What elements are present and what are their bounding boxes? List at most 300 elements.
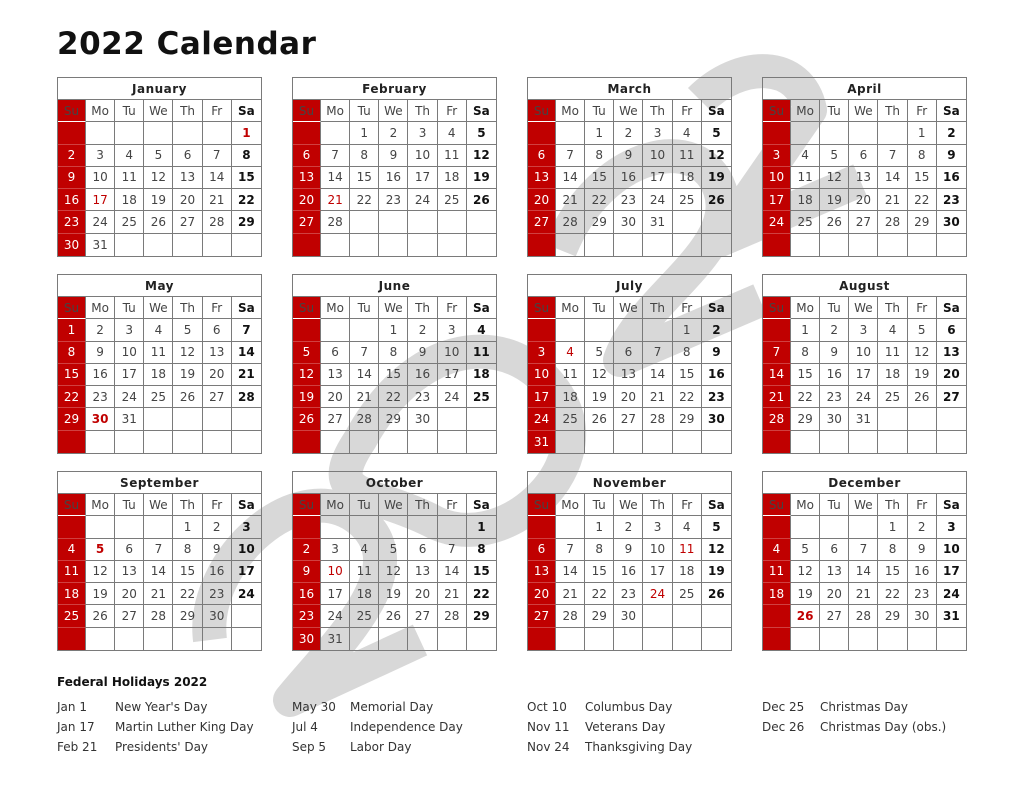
- day-cell: 14: [321, 167, 350, 189]
- day-cell: 15: [173, 561, 202, 583]
- month-days-grid: [58, 100, 261, 256]
- empty-cell: [438, 211, 467, 233]
- weekday-label: Tu: [820, 494, 849, 516]
- empty-cell: [408, 211, 437, 233]
- day-cell: 13: [173, 167, 202, 189]
- holiday-date: May 30: [292, 700, 336, 714]
- weekday-label: Th: [408, 494, 437, 516]
- empty-cell: [232, 628, 261, 650]
- day-cell: 8: [350, 145, 379, 167]
- day-cell: 7: [849, 539, 878, 561]
- day-cell: 11: [58, 561, 86, 583]
- empty-cell: [86, 122, 115, 144]
- day-cell: 21: [878, 189, 907, 211]
- day-cell: 26: [173, 386, 202, 408]
- weekday-label: Fr: [438, 100, 467, 122]
- weekday-label: Th: [173, 494, 202, 516]
- day-cell: 8: [585, 539, 614, 561]
- day-cell: 23: [820, 386, 849, 408]
- day-cell: 28: [878, 211, 907, 233]
- weekday-label: Tu: [115, 297, 144, 319]
- empty-cell: [763, 431, 791, 453]
- empty-cell: [379, 628, 408, 650]
- day-cell: 22: [908, 189, 937, 211]
- day-cell: 1: [673, 319, 702, 341]
- day-cell: 22: [58, 386, 86, 408]
- day-cell: 23: [379, 189, 408, 211]
- month-march: [527, 77, 732, 257]
- day-cell: 3: [528, 342, 556, 364]
- day-cell: 11: [467, 342, 496, 364]
- empty-cell: [673, 234, 702, 256]
- day-cell: 21: [203, 189, 232, 211]
- day-cell: 28: [556, 211, 585, 233]
- day-cell: 6: [849, 145, 878, 167]
- day-cell: 14: [203, 167, 232, 189]
- day-cell: 30: [58, 234, 86, 256]
- holiday-item: [57, 697, 254, 717]
- day-cell: 9: [937, 145, 966, 167]
- empty-cell: [350, 319, 379, 341]
- day-cell: 4: [467, 319, 496, 341]
- day-cell: 10: [528, 364, 556, 386]
- day-cell: 20: [937, 364, 966, 386]
- day-cell: 2: [379, 122, 408, 144]
- day-cell: 14: [232, 342, 261, 364]
- empty-cell: [58, 516, 86, 538]
- weekday-label: Su: [293, 297, 321, 319]
- day-cell: 2: [937, 122, 966, 144]
- weekday-label: Mo: [791, 494, 820, 516]
- day-cell: 1: [58, 319, 86, 341]
- empty-cell: [643, 605, 672, 627]
- day-cell: 16: [614, 167, 643, 189]
- day-cell: 12: [144, 167, 173, 189]
- day-cell: 29: [791, 408, 820, 430]
- holiday-item: [292, 697, 463, 717]
- empty-cell: [408, 516, 437, 538]
- day-cell: 3: [643, 122, 672, 144]
- empty-cell: [173, 122, 202, 144]
- day-cell: 3: [438, 319, 467, 341]
- holiday-name: Christmas Day: [820, 700, 909, 714]
- day-cell: 27: [293, 211, 321, 233]
- empty-cell: [849, 234, 878, 256]
- empty-cell: [438, 431, 467, 453]
- empty-cell: [791, 516, 820, 538]
- day-cell: 23: [293, 605, 321, 627]
- day-cell: 27: [203, 386, 232, 408]
- day-cell: 9: [379, 145, 408, 167]
- empty-cell: [585, 431, 614, 453]
- empty-cell: [908, 408, 937, 430]
- day-cell: 5: [585, 342, 614, 364]
- day-cell: 17: [115, 364, 144, 386]
- month-days-grid: [763, 297, 966, 453]
- empty-cell: [820, 628, 849, 650]
- holidays-column: [57, 697, 254, 757]
- empty-cell: [820, 516, 849, 538]
- empty-cell: [203, 234, 232, 256]
- empty-cell: [643, 234, 672, 256]
- day-cell: 3: [232, 516, 261, 538]
- weekday-label: Th: [173, 297, 202, 319]
- day-cell: 13: [115, 561, 144, 583]
- day-cell: 29: [878, 605, 907, 627]
- day-cell: 20: [528, 583, 556, 605]
- empty-cell: [702, 234, 731, 256]
- day-cell: 12: [585, 364, 614, 386]
- day-cell: 18: [673, 561, 702, 583]
- day-cell: 22: [585, 583, 614, 605]
- day-cell: 9: [702, 342, 731, 364]
- holiday-item: [762, 717, 946, 737]
- day-cell: 9: [58, 167, 86, 189]
- empty-cell: [908, 431, 937, 453]
- day-cell: 25: [673, 583, 702, 605]
- holiday-date: Jan 1: [57, 700, 87, 714]
- day-cell: 29: [585, 605, 614, 627]
- day-cell: 20: [115, 583, 144, 605]
- day-cell: 12: [86, 561, 115, 583]
- day-cell: 17: [438, 364, 467, 386]
- weekday-label: Sa: [937, 297, 966, 319]
- weekday-label: Mo: [556, 494, 585, 516]
- day-cell: 30: [614, 211, 643, 233]
- empty-cell: [702, 431, 731, 453]
- holiday-date: Jan 17: [57, 720, 95, 734]
- weekday-label: Sa: [232, 297, 261, 319]
- weekday-label: Tu: [350, 297, 379, 319]
- day-cell: 25: [144, 386, 173, 408]
- day-cell: 3: [408, 122, 437, 144]
- day-cell: 20: [321, 386, 350, 408]
- day-cell: 5: [467, 122, 496, 144]
- weekday-label: Mo: [321, 297, 350, 319]
- empty-cell: [438, 408, 467, 430]
- day-cell: 10: [232, 539, 261, 561]
- day-cell: 8: [232, 145, 261, 167]
- holiday-item: [292, 717, 463, 737]
- day-cell: 9: [908, 539, 937, 561]
- day-cell: 18: [467, 364, 496, 386]
- day-cell: 28: [643, 408, 672, 430]
- empty-cell: [58, 431, 86, 453]
- day-cell: 6: [115, 539, 144, 561]
- day-cell: 25: [467, 386, 496, 408]
- day-cell: 3: [937, 516, 966, 538]
- day-cell: 17: [763, 189, 791, 211]
- month-days-grid: [293, 100, 496, 256]
- day-cell: 30: [702, 408, 731, 430]
- empty-cell: [643, 431, 672, 453]
- day-cell: 12: [702, 539, 731, 561]
- day-cell: 7: [232, 319, 261, 341]
- day-cell: 25: [438, 189, 467, 211]
- day-cell: 17: [86, 189, 115, 211]
- empty-cell: [556, 319, 585, 341]
- weekday-label: Su: [763, 297, 791, 319]
- day-cell: 7: [144, 539, 173, 561]
- day-cell: 6: [528, 539, 556, 561]
- empty-cell: [408, 628, 437, 650]
- day-cell: 7: [763, 342, 791, 364]
- day-cell: 2: [203, 516, 232, 538]
- day-cell: 4: [673, 122, 702, 144]
- day-cell: 31: [937, 605, 966, 627]
- day-cell: 13: [293, 167, 321, 189]
- day-cell: 15: [791, 364, 820, 386]
- weekday-label: Tu: [350, 494, 379, 516]
- empty-cell: [878, 628, 907, 650]
- empty-cell: [321, 516, 350, 538]
- day-cell: 7: [556, 539, 585, 561]
- day-cell: 15: [58, 364, 86, 386]
- empty-cell: [556, 431, 585, 453]
- holiday-date: Jul 4: [292, 720, 318, 734]
- empty-cell: [293, 431, 321, 453]
- day-cell: 5: [791, 539, 820, 561]
- day-cell: 18: [673, 167, 702, 189]
- day-cell: 23: [408, 386, 437, 408]
- day-cell: 26: [585, 408, 614, 430]
- day-cell: 20: [849, 189, 878, 211]
- holiday-date: Oct 10: [527, 700, 567, 714]
- day-cell: 8: [379, 342, 408, 364]
- empty-cell: [702, 211, 731, 233]
- day-cell: 20: [408, 583, 437, 605]
- empty-cell: [467, 431, 496, 453]
- day-cell: 24: [643, 189, 672, 211]
- weekday-label: We: [849, 297, 878, 319]
- day-cell: 9: [408, 342, 437, 364]
- empty-cell: [115, 628, 144, 650]
- day-cell: 21: [350, 386, 379, 408]
- empty-cell: [173, 234, 202, 256]
- day-cell: 3: [763, 145, 791, 167]
- empty-cell: [878, 431, 907, 453]
- day-cell: 3: [643, 516, 672, 538]
- day-cell: 27: [528, 605, 556, 627]
- day-cell: 11: [673, 145, 702, 167]
- day-cell: 31: [849, 408, 878, 430]
- weekday-label: Su: [763, 494, 791, 516]
- holiday-name: Martin Luther King Day: [115, 720, 254, 734]
- day-cell: 22: [673, 386, 702, 408]
- empty-cell: [379, 516, 408, 538]
- day-cell: 15: [467, 561, 496, 583]
- empty-cell: [791, 431, 820, 453]
- day-cell: 6: [321, 342, 350, 364]
- weekday-label: Sa: [467, 297, 496, 319]
- empty-cell: [673, 211, 702, 233]
- day-cell: 21: [556, 189, 585, 211]
- day-cell: 8: [878, 539, 907, 561]
- day-cell: 9: [820, 342, 849, 364]
- empty-cell: [203, 408, 232, 430]
- weekday-label: Tu: [820, 100, 849, 122]
- holiday-date: Nov 24: [527, 740, 570, 754]
- empty-cell: [467, 234, 496, 256]
- day-cell: 10: [643, 145, 672, 167]
- day-cell: 7: [321, 145, 350, 167]
- empty-cell: [144, 628, 173, 650]
- day-cell: 21: [232, 364, 261, 386]
- day-cell: 24: [643, 583, 672, 605]
- day-cell: 8: [791, 342, 820, 364]
- day-cell: 11: [791, 167, 820, 189]
- empty-cell: [791, 628, 820, 650]
- empty-cell: [702, 628, 731, 650]
- empty-cell: [203, 122, 232, 144]
- day-cell: 14: [878, 167, 907, 189]
- day-cell: 31: [643, 211, 672, 233]
- day-cell: 10: [86, 167, 115, 189]
- day-cell: 23: [937, 189, 966, 211]
- weekday-label: Su: [763, 100, 791, 122]
- day-cell: 17: [643, 561, 672, 583]
- day-cell: 3: [849, 319, 878, 341]
- empty-cell: [643, 628, 672, 650]
- day-cell: 29: [379, 408, 408, 430]
- day-cell: 8: [58, 342, 86, 364]
- day-cell: 26: [791, 605, 820, 627]
- day-cell: 13: [408, 561, 437, 583]
- holiday-date: Dec 25: [762, 700, 805, 714]
- day-cell: 6: [203, 319, 232, 341]
- empty-cell: [293, 122, 321, 144]
- weekday-label: Th: [408, 297, 437, 319]
- empty-cell: [350, 516, 379, 538]
- empty-cell: [820, 122, 849, 144]
- empty-cell: [173, 408, 202, 430]
- weekday-label: Tu: [350, 100, 379, 122]
- day-cell: 1: [379, 319, 408, 341]
- weekday-label: Su: [293, 100, 321, 122]
- day-cell: 7: [350, 342, 379, 364]
- day-cell: 9: [203, 539, 232, 561]
- holiday-name: Labor Day: [350, 740, 412, 754]
- empty-cell: [878, 122, 907, 144]
- day-cell: 3: [115, 319, 144, 341]
- day-cell: 28: [144, 605, 173, 627]
- empty-cell: [673, 605, 702, 627]
- day-cell: 21: [438, 583, 467, 605]
- day-cell: 24: [115, 386, 144, 408]
- weekday-label: We: [614, 297, 643, 319]
- day-cell: 23: [614, 583, 643, 605]
- day-cell: 30: [86, 408, 115, 430]
- empty-cell: [528, 122, 556, 144]
- month-november: [527, 471, 732, 651]
- weekday-label: Tu: [820, 297, 849, 319]
- weekday-label: Su: [58, 297, 86, 319]
- empty-cell: [908, 234, 937, 256]
- day-cell: 2: [293, 539, 321, 561]
- day-cell: 31: [321, 628, 350, 650]
- holiday-item: [292, 737, 463, 757]
- weekday-label: We: [144, 100, 173, 122]
- day-cell: 30: [908, 605, 937, 627]
- day-cell: 24: [849, 386, 878, 408]
- weekday-label: Fr: [908, 297, 937, 319]
- day-cell: 29: [58, 408, 86, 430]
- day-cell: 26: [820, 211, 849, 233]
- day-cell: 14: [849, 561, 878, 583]
- empty-cell: [673, 628, 702, 650]
- holiday-name: Thanksgiving Day: [585, 740, 693, 754]
- weekday-label: Fr: [673, 100, 702, 122]
- empty-cell: [293, 234, 321, 256]
- empty-cell: [144, 408, 173, 430]
- day-cell: 10: [937, 539, 966, 561]
- day-cell: 20: [293, 189, 321, 211]
- holiday-date: Feb 21: [57, 740, 98, 754]
- weekday-label: Th: [408, 100, 437, 122]
- empty-cell: [849, 516, 878, 538]
- day-cell: 26: [379, 605, 408, 627]
- day-cell: 23: [203, 583, 232, 605]
- weekday-label: Mo: [556, 297, 585, 319]
- day-cell: 16: [614, 561, 643, 583]
- empty-cell: [379, 211, 408, 233]
- day-cell: 28: [438, 605, 467, 627]
- day-cell: 26: [467, 189, 496, 211]
- day-cell: 11: [144, 342, 173, 364]
- empty-cell: [293, 516, 321, 538]
- day-cell: 23: [908, 583, 937, 605]
- weekday-label: Mo: [791, 297, 820, 319]
- empty-cell: [467, 211, 496, 233]
- empty-cell: [878, 234, 907, 256]
- day-cell: 16: [293, 583, 321, 605]
- month-january: [57, 77, 262, 257]
- day-cell: 22: [791, 386, 820, 408]
- weekday-label: Mo: [556, 100, 585, 122]
- day-cell: 8: [467, 539, 496, 561]
- empty-cell: [585, 319, 614, 341]
- day-cell: 2: [614, 122, 643, 144]
- day-cell: 13: [321, 364, 350, 386]
- day-cell: 2: [86, 319, 115, 341]
- day-cell: 7: [438, 539, 467, 561]
- day-cell: 24: [438, 386, 467, 408]
- day-cell: 17: [643, 167, 672, 189]
- day-cell: 11: [115, 167, 144, 189]
- day-cell: 26: [144, 211, 173, 233]
- empty-cell: [86, 516, 115, 538]
- empty-cell: [115, 516, 144, 538]
- empty-cell: [820, 431, 849, 453]
- empty-cell: [115, 431, 144, 453]
- empty-cell: [144, 516, 173, 538]
- day-cell: 4: [791, 145, 820, 167]
- empty-cell: [232, 605, 261, 627]
- day-cell: 28: [203, 211, 232, 233]
- empty-cell: [86, 431, 115, 453]
- day-cell: 10: [408, 145, 437, 167]
- day-cell: 20: [614, 386, 643, 408]
- month-august: [762, 274, 967, 454]
- day-cell: 29: [585, 211, 614, 233]
- day-cell: 24: [528, 408, 556, 430]
- day-cell: 21: [556, 583, 585, 605]
- empty-cell: [614, 628, 643, 650]
- day-cell: 19: [467, 167, 496, 189]
- day-cell: 15: [232, 167, 261, 189]
- day-cell: 16: [408, 364, 437, 386]
- day-cell: 15: [673, 364, 702, 386]
